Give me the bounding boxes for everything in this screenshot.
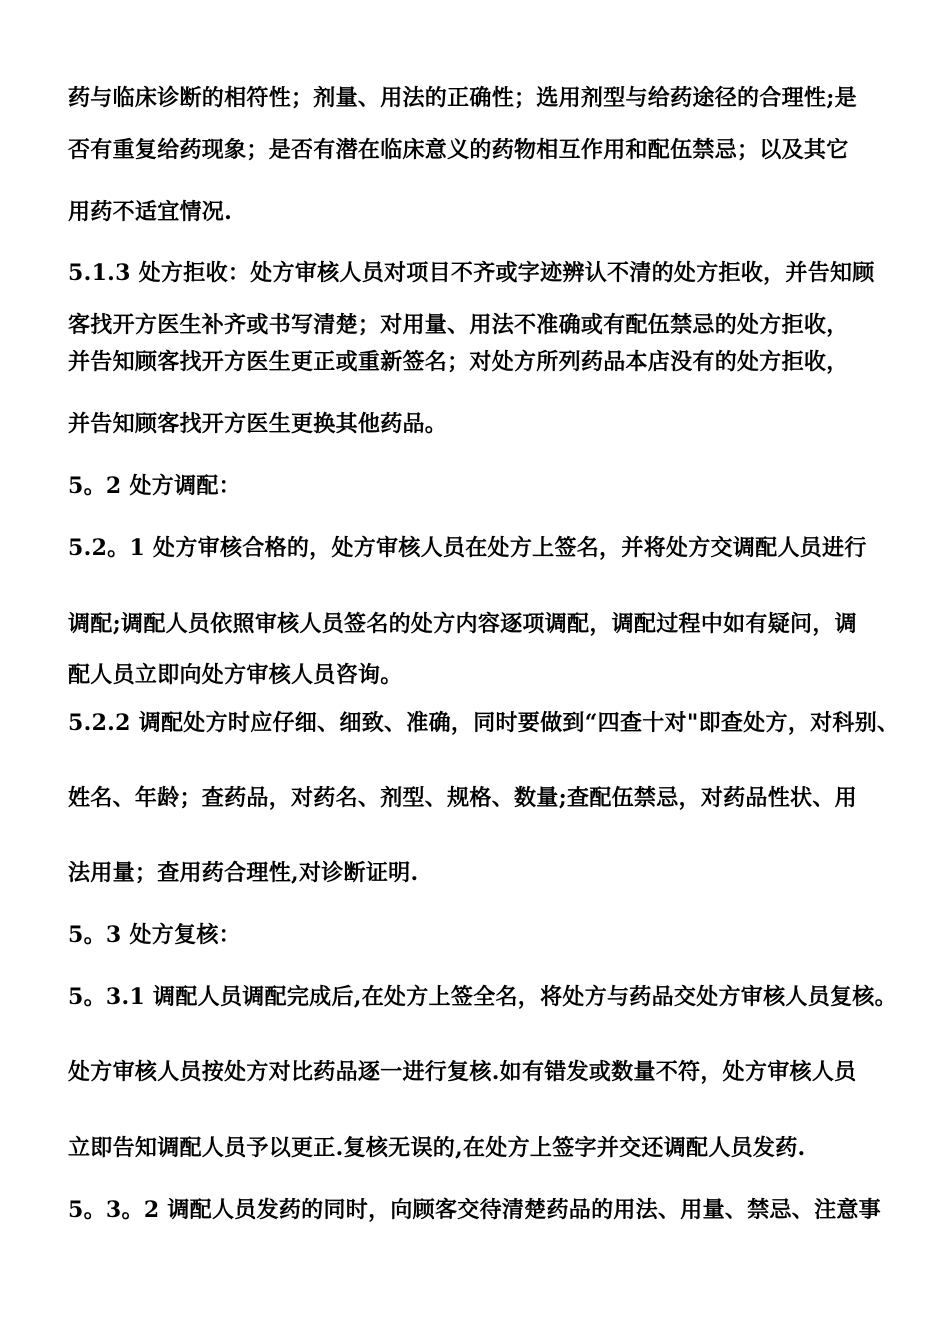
text-line: 处方审核人员按处方对比药品逐一进行复核.如有错发或数量不符，处方审核人员 (68, 1059, 857, 1085)
text-line: 法用量；查用药合理性,对诊断证明. (68, 860, 419, 886)
section-heading: 5。3 处方复核： (68, 922, 241, 948)
text-line: 5。3。2 调配人员发药的同时，向顾客交待清楚药品的用法、用量、禁忌、注意事 (68, 1197, 881, 1223)
text-line: 姓名、年龄；查药品，对药名、剂型、规格、数量;查配伍禁忌，对药品性状、用 (68, 785, 857, 811)
text-line: 立即告知调配人员予以更正.复核无误的,在处方上签字并交还调配人员发药. (68, 1135, 806, 1161)
text-line: 5。3.1 调配人员调配完成后,在处方上签全名，将处方与药品交处方审核人员复核。 (68, 984, 897, 1010)
text-line: 并告知顾客找开方医生更换其他药品。 (68, 411, 448, 437)
text-line: 并告知顾客找开方医生更正或重新签名；对处方所列药品本店没有的处方拒收， (68, 349, 849, 375)
text-line: 配人员立即向处方审核人员咨询。 (68, 662, 403, 688)
text-line: 5.2。1 处方审核合格的，处方审核人员在处方上签名，并将处方交调配人员进行 (68, 535, 867, 561)
text-line: 调配;调配人员依照审核人员签名的处方内容逐项调配，调配过程中如有疑问，调 (68, 611, 857, 637)
text-line: 否有重复给药现象；是否有潜在临床意义的药物相互作用和配伍禁忌；以及其它 (68, 137, 849, 163)
text-line: 5.2.2 调配处方时应仔细、细致、准确，同时要做到“四查十对"即查处方，对科别、 (68, 710, 900, 736)
text-line: 用药不适宜情况. (68, 199, 233, 225)
text-line: 5.1.3 处方拒收：处方审核人员对项目不齐或字迹辨认不清的处方拒收，并告知顾 (68, 260, 875, 286)
section-heading: 5。2 处方调配： (68, 473, 241, 499)
text-line: 药与临床诊断的相符性；剂量、用法的正确性；选用剂型与给药途径的合理性;是 (68, 85, 857, 111)
text-line: 客找开方医生补齐或书写清楚；对用量、用法不准确或有配伍禁忌的处方拒收， (68, 312, 849, 338)
